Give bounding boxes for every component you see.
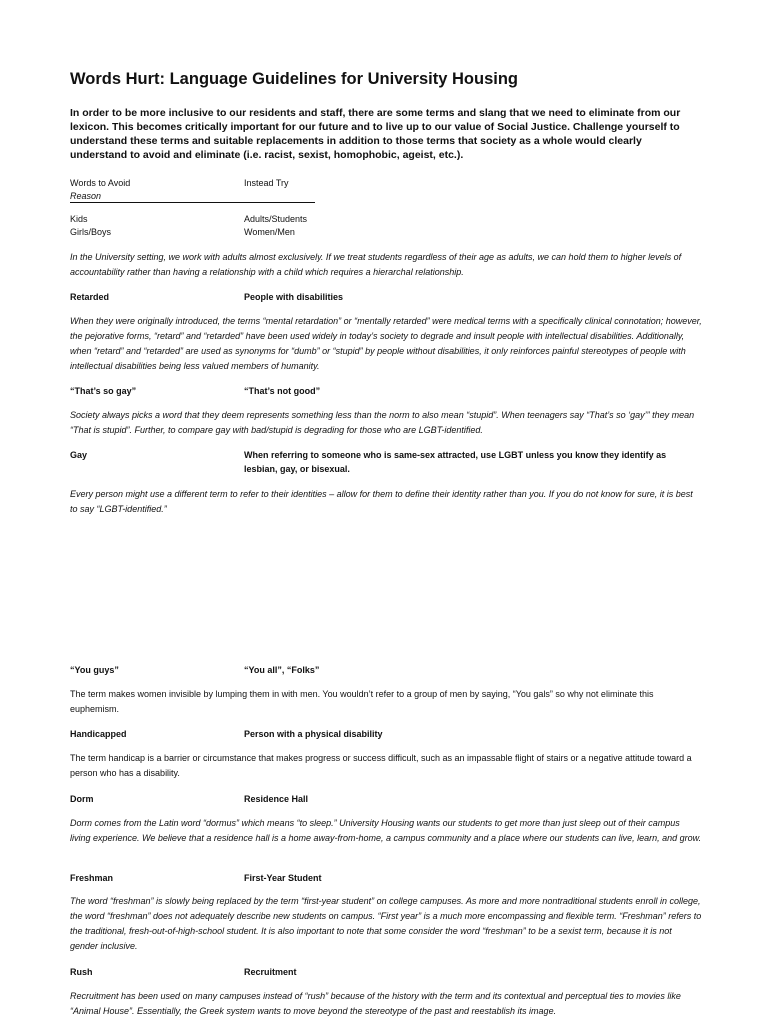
header-instead-try: Instead Try (244, 178, 289, 188)
term-try: Person with a physical disability (244, 729, 383, 739)
header-words-to-avoid: Words to Avoid (70, 178, 131, 188)
term-avoid: Handicapped (70, 729, 127, 739)
term-reason: Society always picks a word that they deem represents something less than the norm to also mean “stupid”. When teenagers say “That’s so ‘gay’” they mean “That is stupid”. Further, to compare gay with bad/stupid is degrading for those who are LGBT-identified. (70, 410, 695, 435)
term-avoid: Dorm (70, 794, 94, 804)
document-title: Words Hurt: Language Guidelines for University Housing (70, 70, 518, 88)
term-avoid: Gay (70, 450, 88, 460)
header-reason: Reason (70, 191, 102, 201)
term-reason: Dorm comes from the Latin word “dormus” which means “to sleep.” University Housing wants our students to get more than just sleep out of their campus living experience. We believe that a residence hall is a home away-from-home, a campus community and a place where our students can live, learn, and grow. (70, 818, 702, 843)
term-avoid: “That’s so gay” (70, 386, 137, 396)
term-avoid: Girls/Boys (70, 227, 112, 237)
term-reason: In the University setting, we work with adults almost exclusively. If we treat students regardless of their age as adults, we can hold them to higher levels of accountability rather than having a relationship with a child which requires a hierarchal relationship. (70, 252, 682, 277)
term-avoid: Freshman (70, 873, 114, 883)
intro-paragraph: In order to be more inclusive to our residents and staff, there are some terms and slang that we need to eliminate from our lexicon. This becomes critically important for our future and to live up to our value of Social Justice. Challenge yourself to understand these terms and suitable replacements in addition to those terms that society as a whole would clearly understand to avoid and eliminate (i.e. racist, sexist, homophobic, ageist, etc.). (70, 107, 681, 161)
term-reason: Every person might use a different term to refer to their identities – allow for them to define their identity rather than you. If you do not know for sure, it is best to say “LGBT-identified.” (70, 489, 693, 514)
term-try: Residence Hall (244, 794, 309, 804)
header-rule (70, 202, 315, 203)
term-reason: When they were originally introduced, the terms “mental retardation” or “mentally retarded” were medical terms with a specifically clinical connotation; however, the pejorative forms, “retard” and “retarded” have been used widely in today’s society to degrade and insult people with intellectual disabilities. Additionally, when “retard” and “retarded” are used as synonyms for “dumb” or “stupid” by people without disabilities, it only reinforces painful stereotypes of people with intellectual disabilities being less valued members of humanity. (70, 316, 702, 371)
term-reason: The word “freshman” is slowly being replaced by the term “first-year student” on college campuses. As more and more nontraditional students enroll in college, the word “freshman” does not adequately describe new students on campus. “First year” is a much more encompassing and flexible term. “Freshman” refers to the traditional, fresh-out-of-high-school student. It is also important to note that some consider the word “freshman” to be a sexist term, because it is not gender inclusive. (70, 896, 702, 951)
term-avoid: “You guys” (70, 665, 119, 675)
term-try: Recruitment (244, 967, 297, 977)
term-reason: The term makes women invisible by lumping them in with men. You wouldn’t refer to a group of men by saying, “You gals” so why not eliminate this euphemism. (70, 689, 654, 714)
term-try: When referring to someone who is same-sex attracted, use LGBT unless you know they identify as lesbian, gay, or bisexual. (244, 450, 667, 474)
term-try: Adults/Students (244, 214, 308, 224)
term-reason: Recruitment has been used on many campuses instead of “rush” because of the history with the term and its contextual and perceptual ties to movies like “Animal House”. Essentially, the Greek system wants to move beyond the stereotype of the past and reestablish its image. (70, 991, 681, 1016)
term-try: People with disabilities (244, 292, 344, 302)
term-try: “That’s not good” (244, 386, 321, 396)
term-try: Women/Men (244, 227, 295, 237)
term-try: “You all”, “Folks” (244, 665, 320, 675)
term-avoid: Kids (70, 214, 88, 224)
term-avoid: Retarded (70, 292, 110, 302)
term-try: First-Year Student (244, 873, 322, 883)
term-avoid: Rush (70, 967, 93, 977)
term-reason: The term handicap is a barrier or circumstance that makes progress or success difficult, such as an impassable flight of stairs or a negative attitude toward a person who has a disability. (70, 753, 692, 778)
